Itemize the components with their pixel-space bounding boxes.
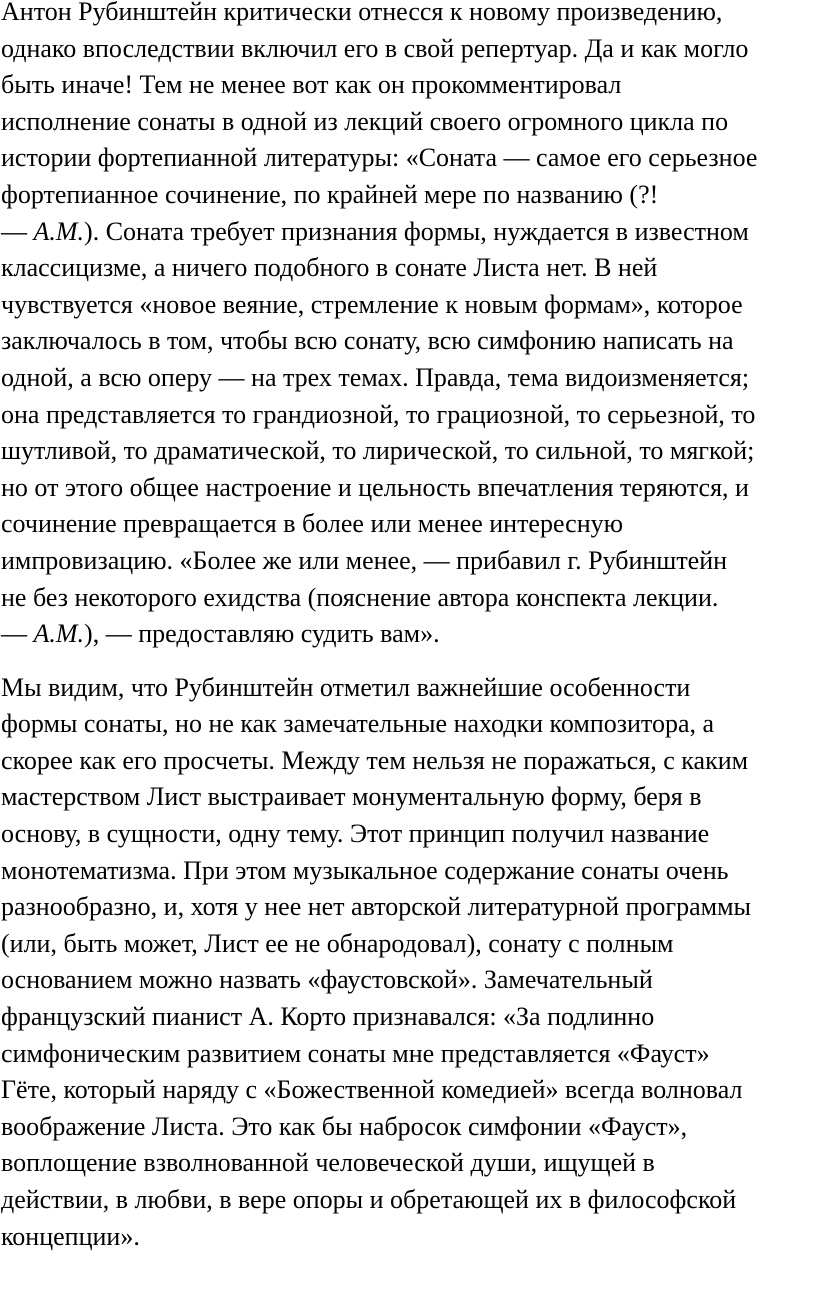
text-line <box>1 1072 813 1109</box>
paragraph-2 <box>1 670 813 1256</box>
text-line <box>1 506 813 543</box>
text-line <box>1 360 813 397</box>
text-line <box>1 104 813 141</box>
text-run: заключалось в том, чтобы всю сонату, всю симфонию написать на <box>1 326 734 356</box>
text-run: ), — предоставляю судить вам». <box>84 619 440 649</box>
author-initials: А.М. <box>33 619 85 649</box>
text-run: французский пианист А. Корто признавался: «За подлинно <box>1 1002 655 1032</box>
text-line <box>1 1036 813 1073</box>
text-run: она представляется то грандиозной, то грациозной, то серьезной, то <box>1 399 756 429</box>
text-line <box>1 1145 813 1182</box>
text-run: истории фортепианной литературы: «Соната — самое его серьезное <box>1 143 758 173</box>
text-line <box>1 250 813 287</box>
text-line <box>1 397 813 434</box>
text-line <box>1 140 813 177</box>
author-initials: А.М. <box>33 216 85 246</box>
text-run: воплощение взволнованной человеческой души, ищущей в <box>1 1148 655 1178</box>
text-line <box>1 0 813 31</box>
text-line <box>1 670 813 707</box>
text-line <box>1 889 813 926</box>
text-run: симфоническим развитием сонаты мне представляется «Фауст» <box>1 1038 710 1068</box>
text-run: импровизацию. «Более же или менее, — прибавил г. Рубинштейн <box>1 545 728 575</box>
text-line <box>1 287 813 324</box>
text-line <box>1 323 813 360</box>
text-line <box>1 616 813 653</box>
text-run: действии, в любви, в вере опоры и обретающей их в философской <box>1 1185 737 1214</box>
text-line <box>1 543 813 580</box>
text-run: Гёте, который наряду с «Божественной комедией» всегда волновал <box>1 1075 743 1105</box>
text-run: — <box>1 216 34 246</box>
text-run: ). Соната требует признания формы, нуждается в известном <box>84 216 749 246</box>
text-line <box>1 779 813 816</box>
text-line <box>1 433 813 470</box>
text-run: исполнение сонаты в одной из лекций своего огромного цикла по <box>1 106 729 136</box>
text-run: Мы видим, что Рубинштейн отметил важнейшие особенности <box>1 672 691 702</box>
text-run: одной, а всю оперу — на трех темах. Правда, тема видоизменяется; <box>1 362 750 392</box>
text-line <box>1 926 813 963</box>
text-run: концепции». <box>1 1221 140 1251</box>
text-line <box>1 177 813 214</box>
text-line <box>1 999 813 1036</box>
text-line <box>1 214 813 251</box>
text-line <box>1 470 813 507</box>
text-run: чувствуется «новое веяние, стремление к новым формам», которое <box>1 289 743 319</box>
text-run: монотематизма. При этом музыкальное содержание сонаты очень <box>1 855 729 885</box>
text-line <box>1 706 813 743</box>
text-run: быть иначе! Тем не менее вот как он прокомментировал <box>1 70 622 100</box>
text-line <box>1 743 813 780</box>
text-line <box>1 1182 813 1219</box>
text-line <box>1 853 813 890</box>
text-line <box>1 1109 813 1146</box>
text-line <box>1 580 813 617</box>
text-run: скорее как его просчеты. Между тем нельзя не поражаться, с каким <box>1 745 749 775</box>
text-run: формы сонаты, но не как замечательные находки композитора, а <box>1 709 715 739</box>
text-run: мастерством Лист выстраивает монументальную форму, беря в <box>1 782 702 812</box>
text-run: (или, быть может, Лист ее не обнародовал), сонату с полным <box>1 928 674 958</box>
text-run: Антон Рубинштейн критически отнесся к новому произведению, <box>1 0 723 26</box>
text-run: основанием можно назвать «фаустовской». Замечательный <box>1 965 653 995</box>
text-run: — <box>1 619 34 649</box>
text-line <box>1 67 813 104</box>
text-run: сочинение превращается в более или менее интересную <box>1 509 624 539</box>
text-line <box>1 31 813 68</box>
text-run: разнообразно, и, хотя у нее нет авторской литературной программы <box>1 892 752 922</box>
document-body <box>1 0 813 1255</box>
text-line <box>1 962 813 999</box>
text-run: не без некоторого ехидства (пояснение автора конспекта лекции. <box>1 582 719 612</box>
text-run: шутливой, то драматической, то лирической, то сильной, то мягкой; <box>1 436 755 466</box>
text-run: воображение Листа. Это как бы набросок симфонии «Фауст», <box>1 1111 688 1141</box>
text-line <box>1 1219 813 1256</box>
text-run: классицизме, а ничего подобного в сонате Листа нет. В ней <box>1 253 658 283</box>
text-line <box>1 816 813 853</box>
text-run: фортепианное сочинение, по крайней мере по названию (?! <box>1 179 659 209</box>
text-run: но от этого общее настроение и цельность впечатления теряются, и <box>1 472 749 502</box>
text-run: основу, в сущности, одну тему. Этот принцип получил название <box>1 819 710 849</box>
paragraph-1 <box>1 0 813 653</box>
text-run: однако впоследствии включил его в свой репертуар. Да и как могло <box>1 33 749 63</box>
